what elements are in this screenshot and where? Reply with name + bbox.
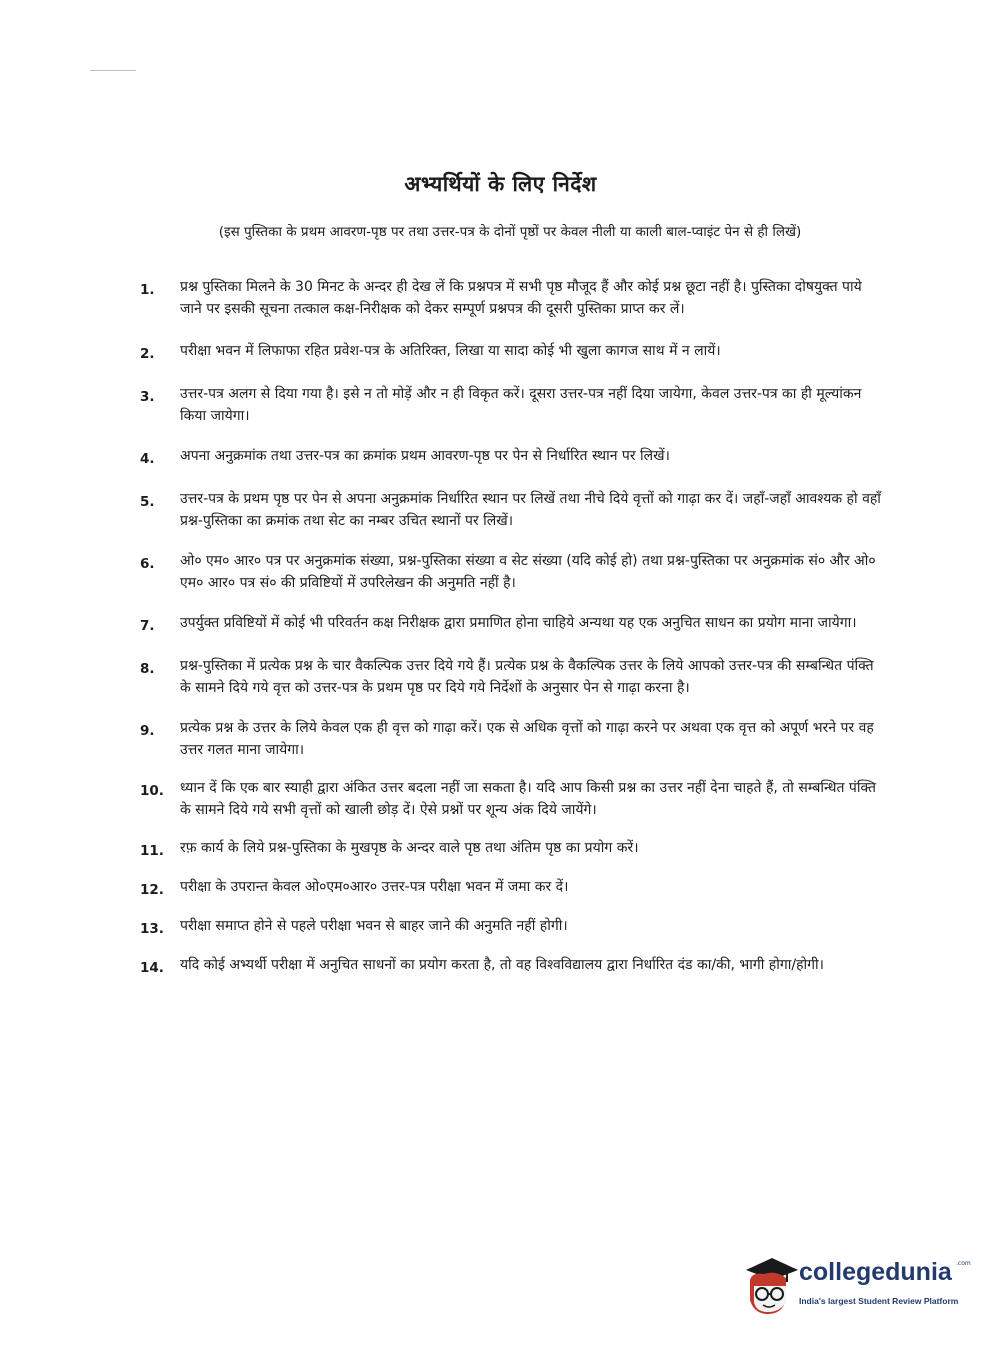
instruction-item bbox=[140, 876, 885, 901]
instruction-number: 12. bbox=[140, 882, 164, 898]
instruction-text: अपना अनुक्रमांक तथा उत्तर-पत्र का क्रमांक प्रथम आवरण-पृष्ठ पर पेन से निर्धारित स्थान पर लिखें। bbox=[180, 448, 670, 464]
instruction-text: उपर्युक्त प्रविष्टियों में कोई भी परिवर्तन कक्ष निरीक्षक द्वारा प्रमाणित होना चाहिये अन्यथा यह एक अनुचित साधन का प्रयोग माना जायेगा। bbox=[180, 615, 857, 631]
instruction-number: 7. bbox=[140, 618, 155, 634]
instruction-text: परीक्षा के उपरान्त केवल ओ०एम०आर० उत्तर-पत्र परीक्षा भवन में जमा कर दें। bbox=[180, 879, 569, 895]
instruction-text: ध्यान दें कि एक बार स्याही द्वारा अंकित उत्तर बदला नहीं जा सकता है। यदि आप किसी प्रश्न का उत्तर नहीं देना चाहते हैं, तो सम्बन्धित पंक्ति के सामने दिये गये सभी वृत्तों को खाली छोड़ दें। ऐसे प्रश्नों पर शून्य अंक दिये जायेंगे। bbox=[180, 780, 876, 818]
logo-tagline: India's largest Student Review Platform bbox=[799, 1296, 959, 1306]
instruction-item bbox=[140, 550, 885, 594]
instruction-text: ओ० एम० आर० पत्र पर अनुक्रमांक संख्या, प्रश्न-पुस्तिका संख्या व सेट संख्या (यदि कोई हो) तथा प्रश्न-पुस्तिका पर अनुक्रमांक सं० और ओ० एम० आर० पत्र सं० की प्रविष्टियों में उपरिलेखन की अनुमति नहीं है। bbox=[180, 553, 876, 591]
instruction-item bbox=[140, 612, 885, 637]
instruction-text: रफ़ कार्य के लिये प्रश्न-पुस्तिका के मुखपृष्ठ के अन्दर वाले पृष्ठ तथा अंतिम पृष्ठ का प्रयोग करें। bbox=[180, 840, 639, 856]
instruction-text: उत्तर-पत्र अलग से दिया गया है। इसे न तो मोड़ें और न ही विकृत करें। दूसरा उत्तर-पत्र नहीं दिया जायेगा, केवल उत्तर-पत्र का ही मूल्यांकन किया जायेगा। bbox=[180, 386, 862, 424]
instruction-item bbox=[140, 954, 885, 979]
instruction-text: प्रत्येक प्रश्न के उत्तर के लिये केवल एक ही वृत्त को गाढ़ा करें। एक से अधिक वृत्तों को गाढ़ा करने पर अथवा एक वृत्त को अपूर्ण भरने पर वह उत्तर गलत माना जायेगा। bbox=[180, 720, 874, 758]
instruction-number: 10. bbox=[140, 783, 164, 799]
instruction-number: 4. bbox=[140, 451, 155, 467]
instruction-item bbox=[140, 383, 885, 427]
instruction-item bbox=[140, 915, 885, 940]
instruction-item bbox=[140, 276, 885, 320]
collegedunia-logo bbox=[742, 1250, 972, 1320]
instruction-text: प्रश्न-पुस्तिका में प्रत्येक प्रश्न के चार वैकल्पिक उत्तर दिये गये हैं। प्रत्येक प्रश्न के वैकल्पिक उत्तर के लिये आपको उत्तर-पत्र की सम्बन्धित पंक्ति के सामने दिये गये वृत्त को उत्तर-पत्र के प्रथम पृष्ठ पर दिये गये निर्देशों के अनुसार पेन से गाढ़ा करना है। bbox=[180, 658, 874, 696]
top-rule bbox=[90, 70, 136, 71]
student-mascot-icon bbox=[742, 1250, 798, 1320]
instruction-number: 8. bbox=[140, 661, 155, 677]
instruction-number: 2. bbox=[140, 346, 155, 362]
page-title: अभ्यर्थियों के लिए निर्देश bbox=[404, 172, 597, 196]
logo-domain: .com bbox=[956, 1260, 971, 1267]
instruction-item bbox=[140, 488, 885, 532]
instruction-text: परीक्षा समाप्त होने से पहले परीक्षा भवन से बाहर जाने की अनुमति नहीं होगी। bbox=[180, 918, 568, 934]
instruction-number: 5. bbox=[140, 494, 155, 510]
instruction-number: 11. bbox=[140, 843, 164, 859]
instruction-item bbox=[140, 445, 885, 470]
instruction-number: 1. bbox=[140, 282, 155, 298]
logo-wordmark: collegedunia bbox=[799, 1258, 952, 1286]
instruction-text: प्रश्न पुस्तिका मिलने के 30 मिनट के अन्दर ही देख लें कि प्रश्नपत्र में सभी पृष्ठ मौजूद हैं और कोई प्रश्न छूटा नहीं है। पुस्तिका दोषयुक्त पाये जाने पर इसकी सूचना तत्काल कक्ष-निरीक्षक को देकर सम्पूर्ण प्रश्नपत्र की दूसरी पुस्तिका प्राप्त कर लें। bbox=[180, 279, 862, 317]
instruction-list bbox=[140, 276, 885, 979]
instruction-number: 13. bbox=[140, 921, 164, 937]
instruction-item bbox=[140, 340, 885, 365]
instruction-number: 6. bbox=[140, 556, 155, 572]
instruction-number: 3. bbox=[140, 389, 155, 405]
instruction-number: 9. bbox=[140, 723, 155, 739]
instruction-text: परीक्षा भवन में लिफाफा रहित प्रवेश-पत्र के अतिरिक्त, लिखा या सादा कोई भी खुला कागज साथ में न लायें। bbox=[180, 343, 721, 359]
instruction-text: उत्तर-पत्र के प्रथम पृष्ठ पर पेन से अपना अनुक्रमांक निर्धारित स्थान पर लिखें तथा नीचे दिये वृत्तों को गाढ़ा कर दें। जहाँ-जहाँ आवश्यक हो वहाँ प्रश्न-पुस्तिका का क्रमांक तथा सेट का नम्बर उचित स्थानों पर लिखें। bbox=[180, 491, 881, 529]
instruction-text: यदि कोई अभ्यर्थी परीक्षा में अनुचित साधनों का प्रयोग करता है, तो वह विश्वविद्यालय द्वारा निर्धारित दंड का/की, भागी होगा/होगी। bbox=[180, 957, 824, 973]
page-subtitle: (इस पुस्तिका के प्रथम आवरण-पृष्ठ पर तथा उत्तर-पत्र के दोनों पृष्ठों पर केवल नीली या काली बाल-प्वाइंट पेन से ही लिखें) bbox=[218, 224, 802, 240]
instruction-item bbox=[140, 837, 885, 862]
instruction-item bbox=[140, 777, 885, 821]
instruction-item bbox=[140, 655, 885, 699]
instruction-item bbox=[140, 717, 885, 761]
instruction-number: 14. bbox=[140, 960, 164, 976]
